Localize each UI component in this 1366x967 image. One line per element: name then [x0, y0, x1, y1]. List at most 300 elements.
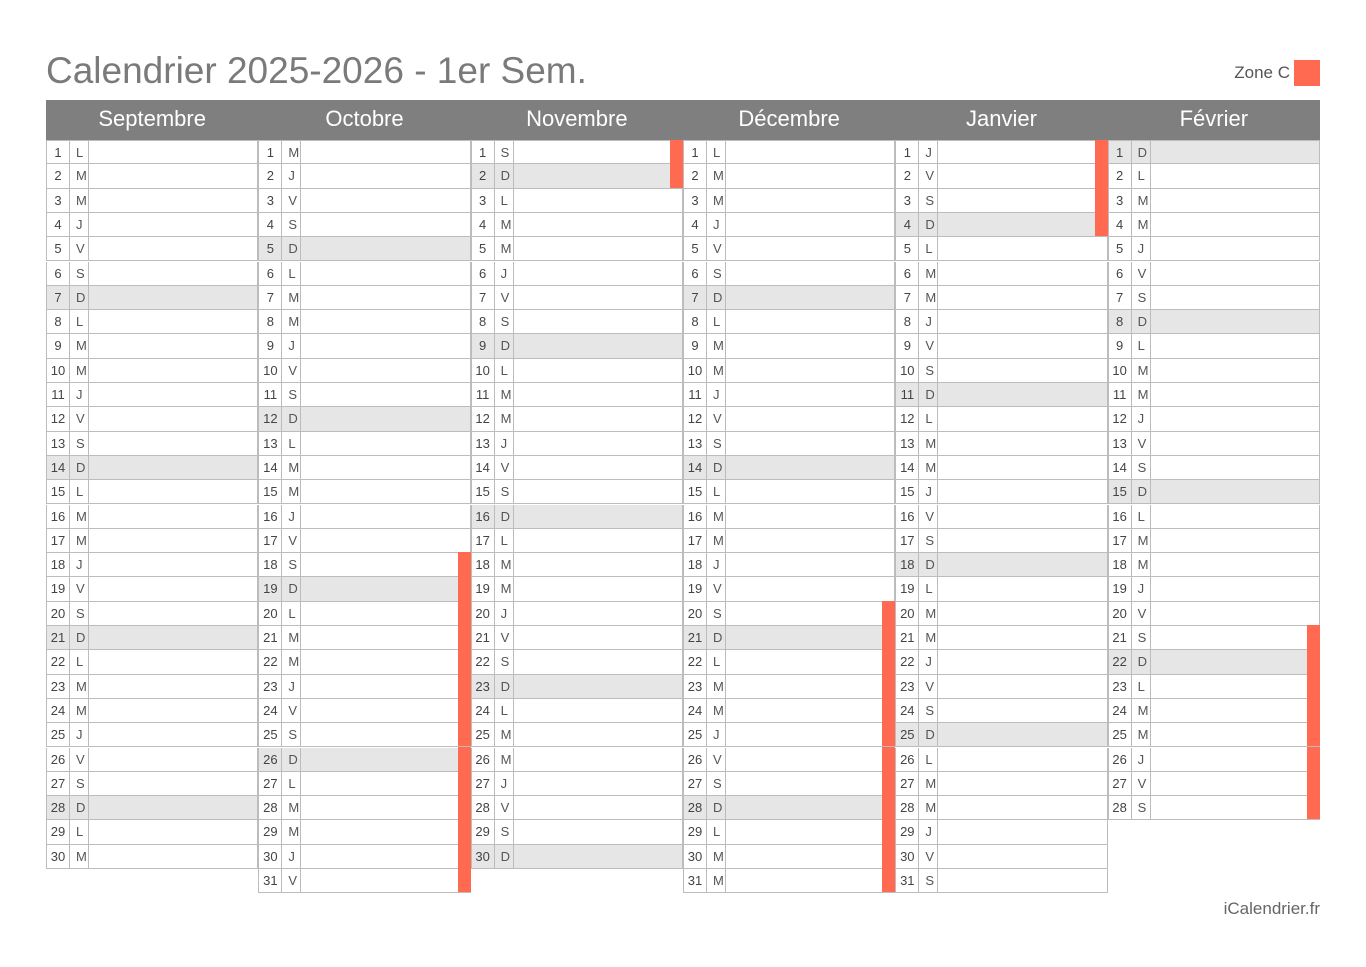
day-row[interactable]: [895, 359, 1107, 383]
day-row[interactable]: [1108, 140, 1320, 164]
day-number: 9: [259, 334, 282, 357]
day-number: 25: [259, 723, 282, 746]
day-number: 28: [472, 796, 495, 819]
day-row[interactable]: [1108, 650, 1320, 674]
day-row[interactable]: [46, 699, 258, 723]
day-row[interactable]: [258, 310, 470, 334]
day-row[interactable]: [683, 796, 895, 820]
day-number: 11: [259, 383, 282, 406]
weekday-letter: D: [282, 237, 301, 260]
day-row[interactable]: [471, 310, 683, 334]
weekday-letter: D: [495, 505, 514, 528]
weekday-letter: M: [70, 845, 89, 868]
day-number: 15: [1109, 480, 1132, 503]
day-row[interactable]: [1108, 310, 1320, 334]
day-row[interactable]: [683, 262, 895, 286]
day-row[interactable]: [1108, 334, 1320, 358]
day-row[interactable]: [471, 553, 683, 577]
day-row[interactable]: [895, 310, 1107, 334]
legend: [1234, 60, 1320, 86]
holiday-marker: [882, 868, 895, 892]
day-number: 20: [472, 602, 495, 625]
day-number: 24: [47, 699, 70, 722]
day-number: 20: [896, 602, 919, 625]
day-row[interactable]: [46, 748, 258, 772]
day-number: 2: [472, 164, 495, 187]
day-row[interactable]: [683, 723, 895, 747]
day-row[interactable]: [46, 845, 258, 869]
weekday-letter: M: [282, 141, 301, 163]
weekday-letter: S: [919, 359, 938, 382]
day-row[interactable]: [895, 723, 1107, 747]
day-row[interactable]: [1108, 262, 1320, 286]
day-row[interactable]: [471, 748, 683, 772]
day-row[interactable]: [258, 675, 470, 699]
day-row[interactable]: [258, 650, 470, 674]
day-row[interactable]: [258, 213, 470, 237]
day-row[interactable]: [895, 334, 1107, 358]
weekday-letter: M: [919, 626, 938, 649]
day-number: 26: [259, 748, 282, 771]
day-row[interactable]: [258, 723, 470, 747]
day-row[interactable]: [683, 432, 895, 456]
day-row[interactable]: [46, 334, 258, 358]
day-row[interactable]: [258, 869, 470, 893]
day-row[interactable]: [1108, 383, 1320, 407]
day-number: 27: [684, 772, 707, 795]
day-number: 13: [47, 432, 70, 455]
day-row[interactable]: [683, 480, 895, 504]
day-row[interactable]: [895, 262, 1107, 286]
day-row[interactable]: [471, 359, 683, 383]
day-row[interactable]: [895, 650, 1107, 674]
day-row[interactable]: [1108, 699, 1320, 723]
day-number: 28: [684, 796, 707, 819]
day-row[interactable]: [471, 699, 683, 723]
day-row[interactable]: [46, 432, 258, 456]
weekday-letter: M: [70, 505, 89, 528]
day-row[interactable]: [471, 529, 683, 553]
day-number: 14: [47, 456, 70, 479]
day-row[interactable]: [683, 820, 895, 844]
day-number: 27: [896, 772, 919, 795]
day-row[interactable]: [683, 505, 895, 529]
day-row[interactable]: [258, 553, 470, 577]
day-row[interactable]: [895, 189, 1107, 213]
day-row[interactable]: [46, 310, 258, 334]
day-row[interactable]: [1108, 286, 1320, 310]
weekday-letter: D: [919, 723, 938, 746]
weekday-letter: M: [282, 650, 301, 673]
day-number: 23: [684, 675, 707, 698]
weekday-letter: M: [495, 723, 514, 746]
day-row[interactable]: [895, 237, 1107, 261]
day-row[interactable]: [471, 626, 683, 650]
day-row[interactable]: [683, 286, 895, 310]
day-row[interactable]: [258, 626, 470, 650]
day-row[interactable]: [471, 480, 683, 504]
day-number: 18: [259, 553, 282, 576]
day-number: 5: [1109, 237, 1132, 260]
weekday-letter: S: [495, 310, 514, 333]
day-number: 18: [47, 553, 70, 576]
weekday-letter: V: [707, 237, 726, 260]
day-number: 17: [259, 529, 282, 552]
day-row[interactable]: [895, 602, 1107, 626]
day-row[interactable]: [895, 699, 1107, 723]
weekday-letter: M: [919, 796, 938, 819]
day-row[interactable]: [258, 262, 470, 286]
day-row[interactable]: [471, 407, 683, 431]
day-row[interactable]: [895, 286, 1107, 310]
day-row[interactable]: [46, 626, 258, 650]
day-number: 4: [1109, 213, 1132, 236]
day-number: 9: [684, 334, 707, 357]
day-row[interactable]: [895, 164, 1107, 188]
weekday-letter: D: [1132, 141, 1151, 163]
holiday-marker: [458, 698, 471, 722]
day-row[interactable]: [46, 213, 258, 237]
day-row[interactable]: [46, 553, 258, 577]
holiday-marker: [670, 140, 683, 163]
day-row[interactable]: [1108, 164, 1320, 188]
day-row[interactable]: [1108, 237, 1320, 261]
day-row[interactable]: [46, 164, 258, 188]
day-row[interactable]: [683, 407, 895, 431]
day-row[interactable]: [1108, 213, 1320, 237]
day-number: 22: [684, 650, 707, 673]
day-row[interactable]: [895, 820, 1107, 844]
weekday-letter: L: [70, 141, 89, 163]
day-row[interactable]: [46, 820, 258, 844]
day-row[interactable]: [471, 237, 683, 261]
day-row[interactable]: [895, 383, 1107, 407]
day-row[interactable]: [258, 432, 470, 456]
weekday-letter: M: [495, 407, 514, 430]
day-row[interactable]: [471, 140, 683, 164]
day-row[interactable]: [895, 505, 1107, 529]
day-row[interactable]: [46, 796, 258, 820]
weekday-letter: J: [707, 213, 726, 236]
weekday-letter: M: [495, 213, 514, 236]
day-row[interactable]: [471, 286, 683, 310]
day-number: 30: [47, 845, 70, 868]
holiday-marker: [1095, 188, 1108, 212]
day-number: 28: [47, 796, 70, 819]
day-row[interactable]: [895, 675, 1107, 699]
day-number: 7: [472, 286, 495, 309]
day-number: 6: [684, 262, 707, 285]
day-row[interactable]: [683, 577, 895, 601]
day-row[interactable]: [471, 796, 683, 820]
day-row[interactable]: [46, 480, 258, 504]
day-row[interactable]: [258, 577, 470, 601]
day-row[interactable]: [683, 675, 895, 699]
weekday-letter: V: [919, 505, 938, 528]
weekday-letter: S: [70, 772, 89, 795]
day-number: 10: [259, 359, 282, 382]
day-row[interactable]: [46, 675, 258, 699]
weekday-letter: L: [70, 820, 89, 843]
day-row[interactable]: [1108, 675, 1320, 699]
day-row[interactable]: [1108, 529, 1320, 553]
day-number: 4: [259, 213, 282, 236]
day-row[interactable]: [258, 699, 470, 723]
day-row[interactable]: [895, 529, 1107, 553]
day-row[interactable]: [46, 189, 258, 213]
day-number: 29: [684, 820, 707, 843]
day-number: 19: [259, 577, 282, 600]
weekday-letter: M: [495, 577, 514, 600]
weekday-letter: V: [282, 189, 301, 212]
weekday-letter: M: [282, 480, 301, 503]
day-row[interactable]: [1108, 505, 1320, 529]
day-row[interactable]: [471, 383, 683, 407]
day-row[interactable]: [258, 286, 470, 310]
day-row[interactable]: [895, 456, 1107, 480]
weekday-letter: L: [919, 407, 938, 430]
weekday-letter: D: [282, 748, 301, 771]
day-row[interactable]: [46, 286, 258, 310]
legend-swatch: [1294, 60, 1320, 86]
day-row[interactable]: [895, 796, 1107, 820]
day-row[interactable]: [46, 262, 258, 286]
weekday-letter: J: [707, 383, 726, 406]
day-row[interactable]: [46, 383, 258, 407]
day-number: 16: [684, 505, 707, 528]
day-row[interactable]: [258, 845, 470, 869]
day-row[interactable]: [683, 310, 895, 334]
day-row[interactable]: [258, 164, 470, 188]
day-row[interactable]: [258, 456, 470, 480]
day-row[interactable]: [46, 529, 258, 553]
day-row[interactable]: [1108, 602, 1320, 626]
weekday-letter: M: [70, 189, 89, 212]
day-row[interactable]: [471, 262, 683, 286]
day-row[interactable]: [471, 577, 683, 601]
day-number: 8: [259, 310, 282, 333]
day-row[interactable]: [895, 553, 1107, 577]
day-row[interactable]: [258, 772, 470, 796]
day-row[interactable]: [471, 772, 683, 796]
day-row[interactable]: [683, 164, 895, 188]
day-number: 8: [47, 310, 70, 333]
day-row[interactable]: [258, 796, 470, 820]
weekday-letter: M: [707, 164, 726, 187]
day-number: 23: [1109, 675, 1132, 698]
day-row[interactable]: [46, 772, 258, 796]
day-row[interactable]: [46, 359, 258, 383]
day-row[interactable]: [1108, 626, 1320, 650]
day-row[interactable]: [683, 383, 895, 407]
day-row[interactable]: [895, 626, 1107, 650]
day-row[interactable]: [46, 577, 258, 601]
day-row[interactable]: [1108, 748, 1320, 772]
day-row[interactable]: [258, 505, 470, 529]
day-number: 27: [1109, 772, 1132, 795]
day-row[interactable]: [258, 237, 470, 261]
day-row[interactable]: [683, 626, 895, 650]
day-row[interactable]: [895, 140, 1107, 164]
day-number: 24: [896, 699, 919, 722]
day-row[interactable]: [471, 505, 683, 529]
day-row[interactable]: [471, 675, 683, 699]
day-number: 27: [47, 772, 70, 795]
day-number: 17: [47, 529, 70, 552]
weekday-letter: J: [282, 845, 301, 868]
weekday-letter: V: [919, 845, 938, 868]
day-number: 26: [1109, 748, 1132, 771]
day-number: 20: [1109, 602, 1132, 625]
day-number: 2: [259, 164, 282, 187]
day-number: 3: [259, 189, 282, 212]
day-row[interactable]: [895, 772, 1107, 796]
day-row[interactable]: [46, 723, 258, 747]
day-row[interactable]: [895, 432, 1107, 456]
day-row[interactable]: [258, 140, 470, 164]
day-row[interactable]: [683, 845, 895, 869]
weekday-letter: D: [1132, 650, 1151, 673]
day-row[interactable]: [683, 748, 895, 772]
weekday-letter: D: [707, 286, 726, 309]
weekday-letter: D: [495, 164, 514, 187]
day-row[interactable]: [683, 553, 895, 577]
day-row[interactable]: [895, 480, 1107, 504]
day-row[interactable]: [895, 213, 1107, 237]
day-row[interactable]: [471, 213, 683, 237]
day-row[interactable]: [471, 845, 683, 869]
weekday-letter: J: [1132, 577, 1151, 600]
day-number: 14: [896, 456, 919, 479]
day-row[interactable]: [471, 189, 683, 213]
day-row[interactable]: [258, 529, 470, 553]
day-row[interactable]: [258, 820, 470, 844]
day-row[interactable]: [895, 869, 1107, 893]
day-number: 23: [259, 675, 282, 698]
day-row[interactable]: [1108, 432, 1320, 456]
weekday-letter: L: [707, 650, 726, 673]
day-row[interactable]: [258, 334, 470, 358]
holiday-marker: [458, 674, 471, 698]
day-row[interactable]: [46, 602, 258, 626]
day-row[interactable]: [683, 359, 895, 383]
day-row[interactable]: [895, 748, 1107, 772]
day-row[interactable]: [471, 334, 683, 358]
day-row[interactable]: [683, 699, 895, 723]
day-row[interactable]: [46, 456, 258, 480]
day-number: 23: [472, 675, 495, 698]
day-row[interactable]: [46, 140, 258, 164]
legend-label: Zone C: [1234, 63, 1290, 82]
day-row[interactable]: [683, 237, 895, 261]
day-row[interactable]: [258, 748, 470, 772]
day-row[interactable]: [1108, 553, 1320, 577]
day-row[interactable]: [1108, 723, 1320, 747]
day-row[interactable]: [683, 334, 895, 358]
day-row[interactable]: [1108, 577, 1320, 601]
day-row[interactable]: [1108, 359, 1320, 383]
day-number: 1: [896, 141, 919, 163]
holiday-marker: [1095, 163, 1108, 187]
day-row[interactable]: [46, 237, 258, 261]
day-row[interactable]: [471, 602, 683, 626]
weekday-letter: D: [1132, 310, 1151, 333]
day-row[interactable]: [683, 456, 895, 480]
day-number: 12: [896, 407, 919, 430]
day-row[interactable]: [258, 383, 470, 407]
day-row[interactable]: [683, 213, 895, 237]
day-row[interactable]: [258, 480, 470, 504]
day-row[interactable]: [258, 189, 470, 213]
day-number: 4: [896, 213, 919, 236]
day-row[interactable]: [895, 577, 1107, 601]
day-row[interactable]: [258, 407, 470, 431]
day-row[interactable]: [683, 189, 895, 213]
day-row[interactable]: [1108, 407, 1320, 431]
holiday-marker: [882, 698, 895, 722]
day-number: 6: [47, 262, 70, 285]
day-row[interactable]: [683, 602, 895, 626]
holiday-marker: [458, 625, 471, 649]
weekday-letter: D: [282, 407, 301, 430]
weekday-letter: S: [495, 480, 514, 503]
day-row[interactable]: [1108, 796, 1320, 820]
weekday-letter: J: [495, 602, 514, 625]
day-number: 15: [472, 480, 495, 503]
day-row[interactable]: [1108, 456, 1320, 480]
day-number: 25: [896, 723, 919, 746]
weekday-letter: M: [495, 237, 514, 260]
month-name: Février: [1179, 106, 1249, 131]
footer-brand: iCalendrier.fr: [1223, 899, 1320, 918]
weekday-letter: J: [282, 334, 301, 357]
day-number: 16: [472, 505, 495, 528]
day-number: 1: [47, 141, 70, 163]
day-row[interactable]: [471, 820, 683, 844]
day-row[interactable]: [1108, 772, 1320, 796]
day-row[interactable]: [471, 723, 683, 747]
day-number: 19: [1109, 577, 1132, 600]
day-row[interactable]: [1108, 189, 1320, 213]
day-row[interactable]: [1108, 480, 1320, 504]
day-row[interactable]: [46, 650, 258, 674]
weekday-letter: L: [1132, 334, 1151, 357]
day-row[interactable]: [471, 650, 683, 674]
day-row[interactable]: [683, 140, 895, 164]
weekday-letter: M: [70, 529, 89, 552]
day-row[interactable]: [258, 602, 470, 626]
day-row[interactable]: [895, 845, 1107, 869]
day-number: 18: [472, 553, 495, 576]
day-row[interactable]: [471, 432, 683, 456]
day-row[interactable]: [683, 650, 895, 674]
day-row[interactable]: [683, 772, 895, 796]
day-row[interactable]: [471, 456, 683, 480]
day-number: 11: [472, 383, 495, 406]
weekday-letter: L: [282, 602, 301, 625]
day-row[interactable]: [46, 407, 258, 431]
day-number: 7: [684, 286, 707, 309]
weekday-letter: V: [707, 407, 726, 430]
day-row[interactable]: [683, 869, 895, 893]
day-number: 30: [896, 845, 919, 868]
day-row[interactable]: [471, 164, 683, 188]
day-row[interactable]: [258, 359, 470, 383]
day-row[interactable]: [683, 529, 895, 553]
day-row[interactable]: [895, 407, 1107, 431]
day-row[interactable]: [46, 505, 258, 529]
weekday-letter: S: [1132, 286, 1151, 309]
